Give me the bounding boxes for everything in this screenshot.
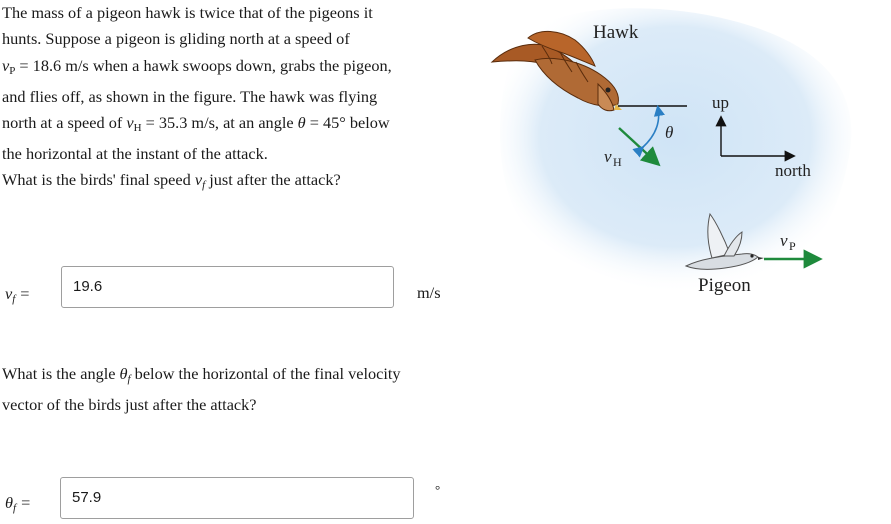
svg-text:v: v — [780, 231, 788, 250]
problem-line: hunts. Suppose a pigeon is gliding north at a speed of — [2, 29, 350, 49]
answer2-label: $\theta_f$ = — [5, 493, 31, 514]
pigeon-label: Pigeon — [698, 275, 751, 296]
up-label: up — [712, 93, 729, 112]
hawk-label: Hawk — [593, 22, 639, 43]
problem-line: and flies off, as shown in the figure. The hawk was flying — [2, 86, 378, 106]
figure-svg — [480, 0, 891, 310]
final-angle-input[interactable]: 57.9 — [60, 477, 414, 519]
hawk-pigeon-figure — [480, 0, 891, 310]
svg-text:v: v — [604, 147, 612, 166]
degree-unit: ° — [435, 482, 441, 497]
speed-unit: m/s — [417, 283, 441, 302]
problem-line: north at a speed of vH = 35.3 m/s, at an angle θ = 45° below — [2, 113, 390, 135]
answer1-label: $v_f$ = — [5, 284, 30, 305]
question-final-angle: What is the angle θf below the horizontal of the final velocity vector of the birds just after the attack? — [2, 364, 401, 415]
final-speed-input[interactable]: 19.6 — [61, 266, 394, 308]
theta-label: θ — [665, 123, 674, 142]
question-final-speed: What is the birds' final speed vf just after the attack? — [2, 170, 341, 191]
problem-statement — [2, 0, 452, 168]
problem-line: The mass of a pigeon hawk is twice that of the pigeons it — [2, 3, 373, 22]
problem-line: the horizontal at the instant of the attack. — [2, 144, 268, 164]
north-label: north — [775, 161, 811, 180]
svg-text:H: H — [613, 155, 622, 169]
svg-text:P: P — [789, 239, 796, 253]
problem-line: vP = 18.6 m/s when a hawk swoops down, grabs the pigeon, — [2, 55, 392, 77]
